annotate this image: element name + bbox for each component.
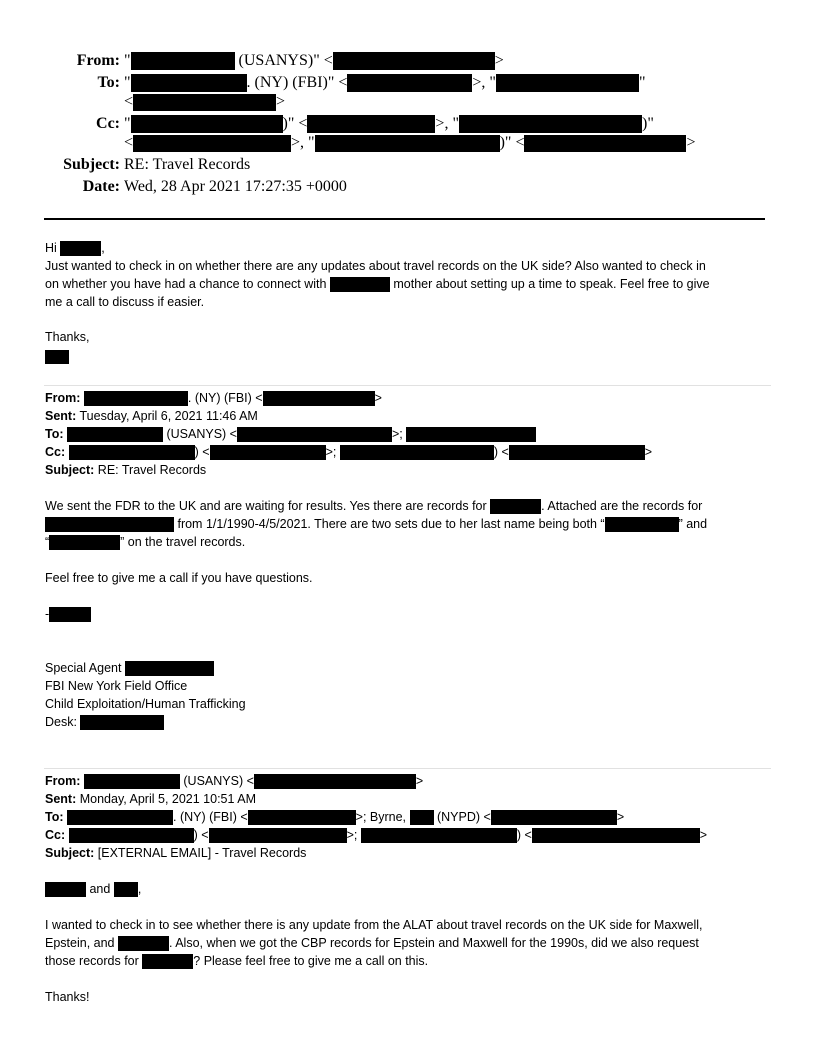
text: > <box>415 774 424 788</box>
redaction <box>133 135 291 152</box>
text: . Attached are the records for <box>541 499 703 513</box>
text: ? Please feel free to give me a call on this. <box>193 954 429 968</box>
msg2-from <box>45 389 382 407</box>
text: . (NY) (FBI) < <box>187 391 263 405</box>
quote: " <box>638 74 646 91</box>
redaction <box>496 74 639 92</box>
lt: < <box>124 134 134 151</box>
header-divider <box>44 218 765 220</box>
punct: , <box>101 241 105 255</box>
redaction <box>45 882 86 897</box>
redaction <box>45 350 69 364</box>
redaction <box>49 535 120 550</box>
redaction <box>491 810 617 825</box>
text: [EXTERNAL EMAIL] - Travel Records <box>94 846 307 860</box>
header-to-value-2 <box>124 93 285 111</box>
body-line <box>45 934 699 952</box>
text: (USANYS) < <box>163 427 237 441</box>
text: >; <box>325 445 340 459</box>
signoff: Thanks, <box>45 330 90 344</box>
gt: > <box>686 134 696 151</box>
label: From: <box>45 391 81 405</box>
text: ” on the travel records. <box>120 535 246 549</box>
sig-unit: Child Exploitation/Human Trafficking <box>45 697 246 711</box>
text: mother about setting up a time to speak. Feel free to give <box>389 277 710 291</box>
redaction <box>84 774 180 789</box>
msg3-subject <box>45 844 306 862</box>
redaction <box>131 115 283 133</box>
redaction <box>248 810 356 825</box>
header-subject-label: Subject: <box>63 156 120 173</box>
redaction <box>209 828 347 843</box>
msg2-cc <box>45 443 652 461</box>
sign-dash <box>45 605 91 623</box>
header-subject-row <box>0 156 816 176</box>
cc-c: )" <box>641 115 654 132</box>
header-cc-label: Cc: <box>96 115 120 132</box>
msg2-sent <box>45 407 258 425</box>
text: . (NY) (FBI) < <box>173 810 248 824</box>
label: From: <box>45 774 81 788</box>
header-date-value: Wed, 28 Apr 2021 17:27:35 +0000 <box>124 178 347 195</box>
text: Epstein, and <box>45 936 118 950</box>
text: - <box>45 607 50 621</box>
redaction <box>333 52 495 70</box>
message-divider <box>44 385 771 386</box>
redaction <box>67 810 173 825</box>
header-cc-value-2 <box>124 134 696 152</box>
header-date-row <box>0 178 816 198</box>
text: . Also, when we got the CBP records for Epstein and Maxwell for the 1990s, did we also request <box>168 936 699 950</box>
redaction <box>307 115 435 133</box>
msg2-subject <box>45 461 206 479</box>
redaction <box>406 427 536 442</box>
text: > <box>374 391 382 405</box>
text: ” and <box>678 517 708 531</box>
header-cc-row <box>0 115 816 135</box>
greeting <box>45 239 105 257</box>
redaction <box>263 391 375 406</box>
msg3-to <box>45 808 624 826</box>
quote: " <box>124 74 131 91</box>
header-cc-row-2 <box>0 134 816 154</box>
redaction <box>459 115 642 133</box>
redaction <box>80 715 164 730</box>
redaction <box>45 517 174 532</box>
redaction <box>237 427 392 442</box>
redaction <box>347 74 472 92</box>
label: Cc: <box>45 828 66 842</box>
redaction <box>114 882 138 897</box>
text: on whether you have had a chance to connect with <box>45 277 330 291</box>
to-mid: >, " <box>472 74 496 91</box>
greeting <box>45 880 141 898</box>
body-line: I wanted to check in to see whether there is any update from the ALAT about travel records on the UK side for Maxwell, <box>45 918 703 932</box>
cc-a: )" < <box>282 115 308 132</box>
text: >; <box>391 427 407 441</box>
hi-text: Hi <box>45 241 61 255</box>
header-from-row <box>0 52 816 72</box>
header-cc-value <box>124 115 654 133</box>
redaction <box>410 810 434 825</box>
text: ) < <box>516 828 532 842</box>
redaction <box>118 936 169 951</box>
text: ) < <box>194 445 210 459</box>
redaction <box>254 774 416 789</box>
cc-e: )" < <box>499 134 525 151</box>
header-to-value <box>124 74 646 92</box>
label: Subject: <box>45 846 95 860</box>
text: Special Agent <box>45 661 125 675</box>
text: “ <box>45 535 50 549</box>
redaction <box>532 828 700 843</box>
sig-title <box>45 659 214 677</box>
label: To: <box>45 427 64 441</box>
redaction <box>142 954 193 969</box>
label: To: <box>45 810 64 824</box>
text: We sent the FDR to the UK and are waiting for results. Yes there are records for <box>45 499 491 513</box>
header-to-row <box>0 74 816 94</box>
redaction <box>509 445 645 460</box>
text: Desk: <box>45 715 81 729</box>
label: Subject: <box>45 463 95 477</box>
redaction <box>524 135 686 152</box>
body-line <box>45 497 702 515</box>
redaction <box>210 445 326 460</box>
text: , <box>137 882 142 896</box>
text: > <box>699 828 708 842</box>
text: and <box>86 882 114 896</box>
redaction <box>125 661 214 676</box>
text: Monday, April 5, 2021 10:51 AM <box>76 792 256 806</box>
header-from-label: From: <box>76 52 120 69</box>
label: Cc: <box>45 445 66 459</box>
sig-desk <box>45 713 164 731</box>
text: RE: Travel Records <box>94 463 207 477</box>
quote: " <box>124 115 131 132</box>
label: Sent: <box>45 792 77 806</box>
label: Sent: <box>45 409 77 423</box>
body-line <box>45 533 245 551</box>
redaction <box>69 828 194 843</box>
msg3-sent <box>45 790 256 808</box>
header-to-row-2 <box>0 93 816 113</box>
body-line: me a call to discuss if easier. <box>45 295 205 309</box>
header-subject-value: RE: Travel Records <box>124 156 251 173</box>
text: ) < <box>193 828 209 842</box>
quote: " <box>124 52 131 69</box>
body-line <box>45 515 707 533</box>
text: those records for <box>45 954 143 968</box>
cc-d: >, " <box>291 134 315 151</box>
signature-name <box>45 347 69 365</box>
redaction <box>361 828 517 843</box>
header-to-label: To: <box>97 74 120 91</box>
from-tag: (USANYS)" < <box>234 52 333 69</box>
redaction <box>84 391 188 406</box>
redaction <box>330 277 390 292</box>
cc-b: >, " <box>435 115 459 132</box>
header-date-label: Date: <box>82 178 120 195</box>
redaction <box>490 499 541 514</box>
text: ) < <box>493 445 509 459</box>
redaction <box>69 445 195 460</box>
gt: > <box>276 93 286 110</box>
lt: < <box>124 93 134 110</box>
message-divider <box>44 768 771 769</box>
redaction <box>133 94 276 111</box>
sig-office: FBI New York Field Office <box>45 679 188 693</box>
body-line: Just wanted to check in on whether there are any updates about travel records on the UK side? Also wanted to check in <box>45 259 706 273</box>
redaction <box>131 52 235 70</box>
msg3-cc <box>45 826 707 844</box>
text: >; <box>346 828 361 842</box>
text: >; Byrne, <box>355 810 410 824</box>
text: from 1/1/1990-4/5/2021. There are two sets due to her last name being both “ <box>174 517 605 531</box>
msg3-from <box>45 772 423 790</box>
signoff: Thanks! <box>45 990 90 1004</box>
redaction <box>131 74 247 92</box>
text: > <box>644 445 653 459</box>
body-line <box>45 275 710 293</box>
header-from-value <box>124 52 504 70</box>
redaction <box>340 445 494 460</box>
redaction <box>315 135 500 152</box>
to-tag: . (NY) (FBI)" < <box>246 74 348 91</box>
body-line <box>45 952 428 970</box>
redaction <box>67 427 163 442</box>
redaction <box>605 517 679 532</box>
redaction <box>60 241 101 256</box>
text: > <box>616 810 625 824</box>
text: (NYPD) < <box>433 810 491 824</box>
from-end: > <box>494 52 504 69</box>
msg2-to <box>45 425 536 443</box>
body-line: Feel free to give me a call if you have questions. <box>45 571 313 585</box>
text: Tuesday, April 6, 2021 11:46 AM <box>76 409 258 423</box>
redaction <box>49 607 91 622</box>
text: (USANYS) < <box>179 774 254 788</box>
